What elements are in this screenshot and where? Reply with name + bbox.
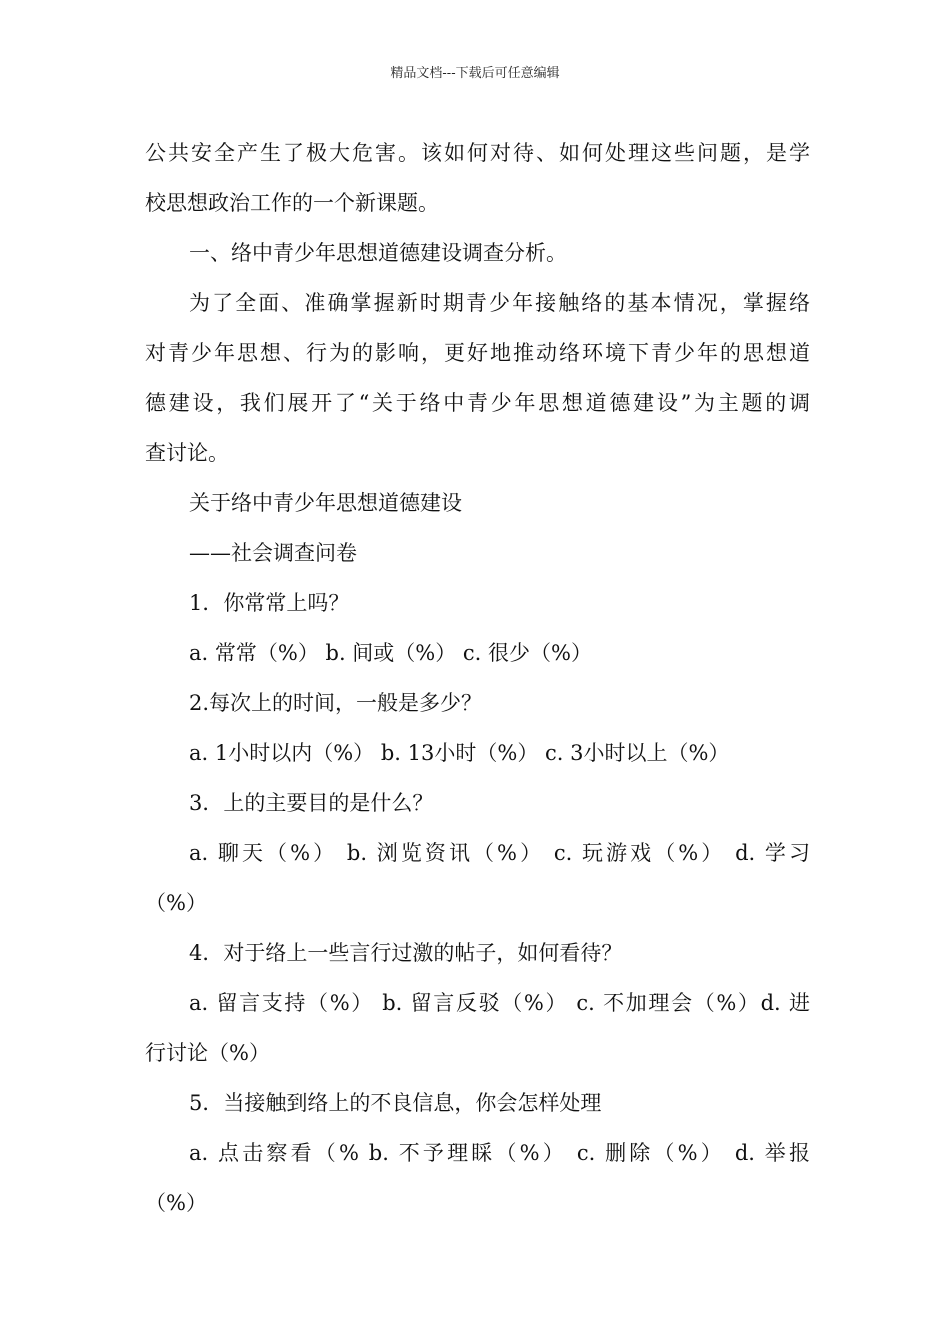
- text-line: 行讨论（%）: [145, 1041, 270, 1065]
- text-line: a. 常常（%） b. 间或（%） c. 很少（%）: [189, 641, 592, 665]
- text-line: 3．上的主要目的是什么？: [189, 791, 434, 815]
- text-line: 为了全面、准确掌握新时期青少年接触络的基本情况，掌握络: [189, 291, 810, 315]
- text-line: a. 1小时以内（%） b. 13小时（%） c. 3小时以上（%）: [189, 741, 730, 765]
- text-line: 德建设，我们展开了“关于络中青少年思想道德建设”为主题的调: [145, 391, 810, 415]
- text-line: 对青少年思想、行为的影响，更好地推动络环境下青少年的思想道: [145, 341, 810, 365]
- text-line: 公共安全产生了极大危害。该如何对待、如何处理这些问题，是学: [145, 141, 810, 165]
- text-line: （%）: [145, 891, 207, 915]
- text-line: 2.每次上的时间，一般是多少？: [189, 691, 483, 715]
- text-line: a. 点击察看（% b. 不予理睬（%） c. 删除（%） d. 举报: [189, 1141, 810, 1165]
- text-line: 5．当接触到络上的不良信息，你会怎样处理: [189, 1091, 602, 1115]
- text-line: （%）: [145, 1191, 207, 1215]
- text-line: 1．你常常上吗？: [189, 591, 350, 615]
- document-body: [145, 128, 810, 1228]
- text-line: a. 留言支持（%） b. 留言反驳（%） c. 不加理会（%）d. 进: [189, 991, 810, 1015]
- text-line: 关于络中青少年思想道德建设: [189, 491, 462, 515]
- text-line: a. 聊天（%） b. 浏览资讯（%） c. 玩游戏（%） d. 学习: [189, 841, 810, 865]
- page-header: 精品文档---下载后可任意编辑: [390, 66, 560, 81]
- text-line: 校思想政治工作的一个新课题。: [145, 191, 439, 215]
- text-line: 一、络中青少年思想道德建设调查分析。: [189, 241, 567, 265]
- text-line: 4．对于络上一些言行过激的帖子，如何看待？: [189, 941, 623, 965]
- text-line: 查讨论。: [145, 441, 229, 465]
- text-line: ——社会调查问卷: [189, 541, 357, 565]
